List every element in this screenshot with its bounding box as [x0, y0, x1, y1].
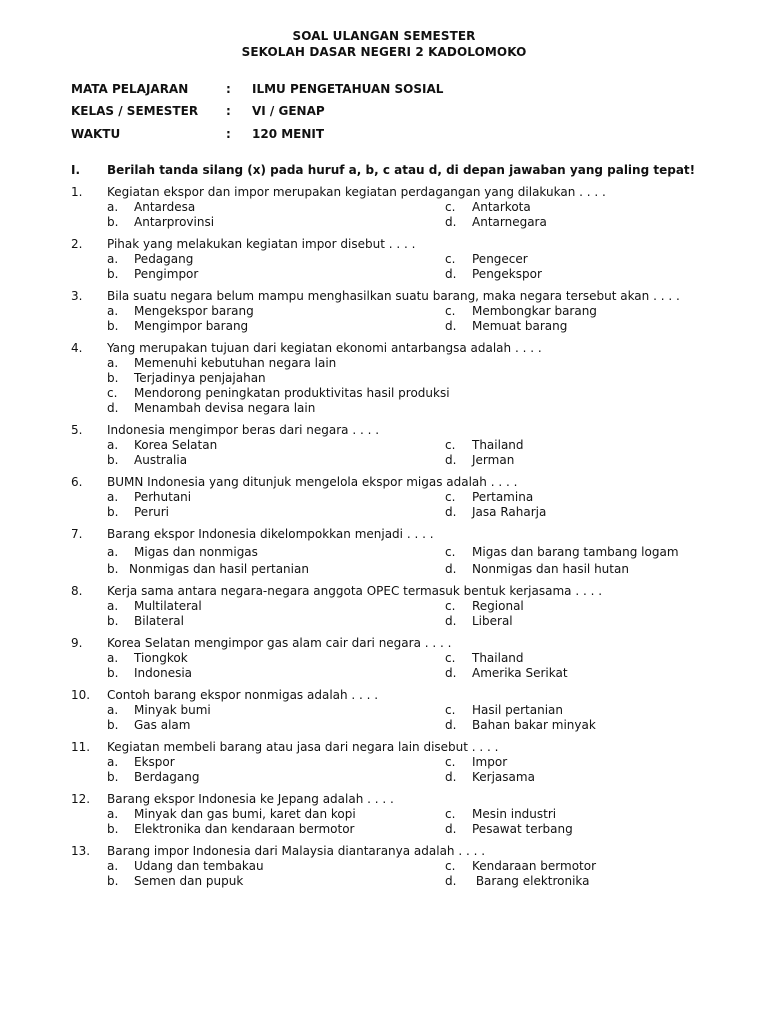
option-text: Nonmigas dan hasil pertanian	[129, 562, 309, 576]
option-text: Memuat barang	[472, 319, 568, 333]
question-number: 3.	[71, 289, 83, 303]
question-number: 10.	[71, 688, 91, 702]
question-6	[71, 475, 711, 519]
option-text: Migas dan nonmigas	[134, 545, 258, 559]
option-text: Bilateral	[134, 614, 184, 628]
option-text: Antarkota	[472, 200, 531, 214]
option-letter: b.	[107, 770, 119, 784]
option-letter: a.	[107, 304, 119, 318]
option-letter: a.	[107, 651, 119, 665]
question-stem: Bila suatu negara belum mampu menghasilkan suatu barang, maka negara tersebut akan . . . .	[107, 289, 680, 303]
option-text: Australia	[134, 453, 188, 467]
option-letter: d.	[445, 822, 457, 836]
option-text: Amerika Serikat	[472, 666, 568, 680]
option-letter: a.	[107, 438, 119, 452]
option-letter: c.	[445, 859, 456, 873]
option-letter: b.	[107, 371, 119, 385]
question-number: 11.	[71, 740, 91, 754]
option-letter: a.	[107, 755, 119, 769]
option-letter: a.	[107, 599, 119, 613]
option-letter: b.	[107, 453, 119, 467]
option-letter: a.	[107, 545, 119, 559]
option-text: Thailand	[472, 438, 524, 452]
question-number: 4.	[71, 341, 83, 355]
question-stem: BUMN Indonesia yang ditunjuk mengelola ekspor migas adalah . . . .	[107, 475, 518, 489]
option-letter: d.	[445, 874, 457, 888]
question-stem: Barang ekspor Indonesia ke Jepang adalah . . . .	[107, 792, 394, 806]
question-stem: Yang merupakan tujuan dari kegiatan ekonomi antarbangsa adalah . . . .	[107, 341, 542, 355]
option-letter: b.	[107, 614, 119, 628]
question-10	[71, 688, 711, 732]
option-text: Liberal	[472, 614, 513, 628]
option-letter: d.	[445, 215, 457, 229]
option-letter: a.	[107, 252, 119, 266]
option-letter: b.	[107, 267, 119, 281]
option-letter: a.	[107, 703, 119, 717]
option-letter: c.	[445, 651, 456, 665]
option-text: Barang elektronika	[472, 874, 590, 888]
option-letter: d.	[445, 453, 457, 467]
option-letter: b.	[107, 319, 119, 333]
option-letter: b.	[107, 874, 119, 888]
option-text: Indonesia	[134, 666, 193, 680]
meta-value: ILMU PENGETAHUAN SOSIAL	[252, 82, 444, 96]
option-letter: d.	[445, 666, 457, 680]
option-letter: c.	[107, 386, 118, 400]
option-text: Pesawat terbang	[472, 822, 573, 836]
option-text: Memenuhi kebutuhan negara lain	[134, 356, 337, 370]
option-text: Antarnegara	[472, 215, 547, 229]
question-3	[71, 289, 711, 333]
question-9	[71, 636, 711, 680]
option-text: Jerman	[472, 453, 515, 467]
option-letter: d.	[445, 267, 457, 281]
option-letter: c.	[445, 304, 456, 318]
option-letter: b.	[107, 505, 119, 519]
option-text: Semen dan pupuk	[134, 874, 244, 888]
option-text: Impor	[472, 755, 508, 769]
option-letter: c.	[445, 200, 456, 214]
exam-title: SOAL ULANGAN SEMESTER	[292, 29, 476, 43]
option-text: Elektronika dan kendaraan bermotor	[134, 822, 355, 836]
option-letter: d.	[445, 770, 457, 784]
question-2	[71, 237, 711, 281]
option-letter: a.	[107, 859, 119, 873]
question-5	[71, 423, 711, 467]
option-letter: d.	[445, 614, 457, 628]
option-text: Pengecer	[472, 252, 528, 266]
question-number: 5.	[71, 423, 83, 437]
option-text: Mendorong peningkatan produktivitas hasil produksi	[134, 386, 450, 400]
option-text: Antardesa	[134, 200, 196, 214]
option-text: Kendaraan bermotor	[472, 859, 597, 873]
option-text: Pedagang	[134, 252, 194, 266]
option-letter: a.	[107, 807, 119, 821]
option-text: Minyak bumi	[134, 703, 211, 717]
option-letter: b.	[107, 666, 119, 680]
meta-value: VI / GENAP	[252, 104, 325, 118]
instruction-text: Berilah tanda silang (x) pada huruf a, b, c atau d, di depan jawaban yang paling tepat!	[107, 163, 696, 177]
question-11	[71, 740, 711, 784]
option-text: Antarprovinsi	[134, 215, 215, 229]
option-text: Peruri	[134, 505, 169, 519]
option-text: Tiongkok	[134, 651, 188, 665]
option-text: Regional	[472, 599, 524, 613]
question-number: 8.	[71, 584, 83, 598]
option-letter: a.	[107, 356, 119, 370]
question-stem: Indonesia mengimpor beras dari negara . . . .	[107, 423, 380, 437]
option-text: Hasil pertanian	[472, 703, 564, 717]
option-text: Migas dan barang tambang logam	[472, 545, 679, 559]
meta-label: KELAS / SEMESTER	[71, 104, 199, 118]
option-text: Thailand	[472, 651, 524, 665]
meta-colon: :	[226, 82, 231, 96]
option-letter: a.	[107, 200, 119, 214]
question-number: 6.	[71, 475, 83, 489]
option-letter: d.	[445, 718, 457, 732]
option-text: Multilateral	[134, 599, 202, 613]
question-stem: Pihak yang melakukan kegiatan impor disebut . . . .	[107, 237, 416, 251]
question-8	[71, 584, 711, 628]
meta-colon: :	[226, 127, 231, 141]
option-text: Menambah devisa negara lain	[134, 401, 316, 415]
question-number: 12.	[71, 792, 91, 806]
option-letter: d.	[445, 505, 457, 519]
option-text: Nonmigas dan hasil hutan	[472, 562, 629, 576]
option-letter: c.	[445, 599, 456, 613]
question-stem: Kegiatan membeli barang atau jasa dari negara lain disebut . . . .	[107, 740, 499, 754]
question-number: 7.	[71, 527, 83, 541]
option-text: Perhutani	[134, 490, 192, 504]
option-letter: c.	[445, 807, 456, 821]
question-number: 2.	[71, 237, 83, 251]
option-text: Jasa Raharja	[472, 505, 547, 519]
question-1	[71, 185, 711, 229]
question-stem: Korea Selatan mengimpor gas alam cair dari negara . . . .	[107, 636, 452, 650]
question-4	[71, 341, 711, 415]
option-letter: c.	[445, 755, 456, 769]
option-text: Berdagang	[134, 770, 200, 784]
option-text: Korea Selatan	[134, 438, 218, 452]
option-text: Mesin industri	[472, 807, 557, 821]
question-7	[71, 527, 711, 576]
option-letter: a.	[107, 490, 119, 504]
option-letter: b.	[107, 822, 119, 836]
option-letter: c.	[445, 703, 456, 717]
option-letter: b.	[107, 562, 119, 576]
option-letter: c.	[445, 252, 456, 266]
option-letter: b.	[107, 215, 119, 229]
meta-colon: :	[226, 104, 231, 118]
option-text: Pengimpor	[134, 267, 199, 281]
meta-label: WAKTU	[71, 127, 121, 141]
question-stem: Contoh barang ekspor nonmigas adalah . . . .	[107, 688, 379, 702]
question-12	[71, 792, 711, 836]
option-letter: b.	[107, 718, 119, 732]
option-text: Udang dan tembakau	[134, 859, 264, 873]
question-13	[71, 844, 711, 888]
question-stem: Kegiatan ekspor dan impor merupakan kegiatan perdagangan yang dilakukan . . . .	[107, 185, 606, 199]
option-text: Kerjasama	[472, 770, 535, 784]
question-number: 13.	[71, 844, 91, 858]
option-text: Membongkar barang	[472, 304, 597, 318]
option-letter: d.	[445, 562, 457, 576]
question-number: 1.	[71, 185, 83, 199]
option-text: Pertamina	[472, 490, 534, 504]
option-text: Gas alam	[134, 718, 191, 732]
option-letter: c.	[445, 438, 456, 452]
option-text: Mengekspor barang	[134, 304, 254, 318]
option-letter: c.	[445, 545, 456, 559]
option-letter: d.	[107, 401, 119, 415]
option-text: Mengimpor barang	[134, 319, 249, 333]
question-stem: Barang ekspor Indonesia dikelompokkan menjadi . . . .	[107, 527, 434, 541]
question-number: 9.	[71, 636, 83, 650]
option-text: Ekspor	[134, 755, 175, 769]
option-letter: d.	[445, 319, 457, 333]
option-text: Minyak dan gas bumi, karet dan kopi	[134, 807, 356, 821]
option-text: Terjadinya penjajahan	[134, 371, 266, 385]
meta-label: MATA PELAJARAN	[71, 82, 189, 96]
meta-value: 120 MENIT	[252, 127, 325, 141]
option-letter: c.	[445, 490, 456, 504]
option-text: Bahan bakar minyak	[472, 718, 596, 732]
section-number: I.	[71, 163, 81, 177]
option-text: Pengekspor	[472, 267, 542, 281]
question-stem: Kerja sama antara negara-negara anggota OPEC termasuk bentuk kerjasama . . . .	[107, 584, 603, 598]
school-name: SEKOLAH DASAR NEGERI 2 KADOLOMOKO	[241, 45, 527, 59]
question-stem: Barang impor Indonesia dari Malaysia diantaranya adalah . . . .	[107, 844, 486, 858]
